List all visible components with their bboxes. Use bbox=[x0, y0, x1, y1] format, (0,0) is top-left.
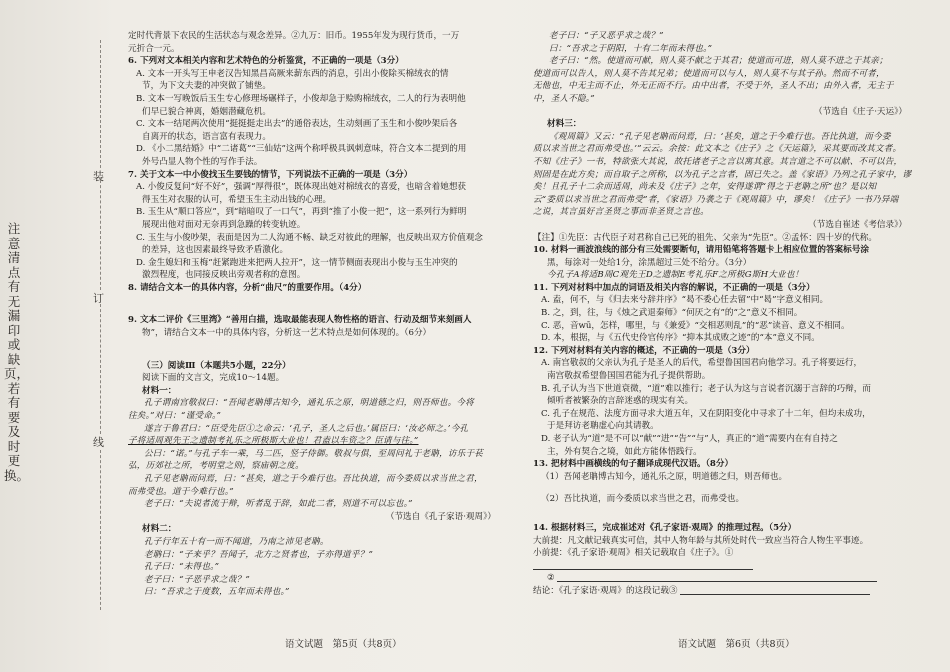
q6-option-b: B. 文本一写晚饭后玉生专心修理场碾样子，小俊却急于赊购棉绒衣，二人的行为表明他 bbox=[136, 93, 466, 104]
material-1-label: 材料一： bbox=[142, 385, 177, 396]
material-1-text: 公曰：“诺。”与孔子车一乘，马二匹，竖子侍御。敬叔与俱，至周问礼于老聃，访乐于苌 bbox=[144, 448, 484, 459]
question-10-stem-cont: 黑，每涂对一处给1分，涂黑超过三处不给分。（3分） bbox=[547, 257, 752, 268]
q11-option-c: C. 恶，音wū，怎样，哪里，与《兼爱》“交相恶则乱”的“恶”读音、意义不相同。 bbox=[541, 320, 850, 331]
page-6-column bbox=[533, 30, 917, 598]
q12-option-b: B. 孔子认为当下世道衰微，“道”难以推行；老子认为这与言说者沉溺于言辞的巧辩，而 bbox=[541, 383, 871, 394]
cut-line-segment bbox=[100, 450, 101, 610]
q12-option-d-cont: 主，外有契合之境，如此方能体悟践行。 bbox=[547, 446, 702, 457]
q6-option-c: C. 文本一结尾两次使用“挺挺挺走出去”的通俗表达，生动刻画了玉生和小俊吵架后各 bbox=[136, 119, 458, 130]
source-citation: （节选自《孔子家语·观周》） bbox=[385, 511, 496, 522]
material-2-text: 孔子行年五十有一而不闻道，乃南之沛见老聃。 bbox=[144, 536, 329, 547]
q6-option-d-cont: 外号凸显人物个性的写作手法。 bbox=[142, 156, 263, 167]
q7-option-b-cont: 展现出他对面对无奈再到急躁的转变轨迹。 bbox=[142, 219, 306, 230]
gutter-notice: 注意清点有无漏印或缺页，若有要及时更换。 bbox=[4, 221, 30, 483]
q6-option-a-cont: 节，为下文夫妻的冲突做了铺垫。 bbox=[142, 81, 271, 92]
q14-blank-2-label: ② bbox=[547, 573, 555, 584]
q12-option-a: A. 南宫敬叔的父亲认为孔子是圣人的后代，希望鲁国国君向他学习。孔子将要远行， bbox=[541, 358, 863, 369]
q13-part-2: （2）吾比执道，而今委质以求当世之君，而弗受也。 bbox=[541, 494, 745, 505]
material-1-wavy-text: 子将适周观先王之遗制考礼乐之所极斯大业也！君盍以车资之？臣请与往。” bbox=[128, 436, 419, 447]
q6-option-b-cont: 们早已貌合神离，婚姻潜藏危机。 bbox=[142, 106, 271, 117]
q7-option-c-cont: 的差异，这也因素最终导致矛盾激化。 bbox=[142, 245, 289, 256]
note-text: 定时代背景下农民的生活状态与观念差异。②九万：旧币。1955年发为现行货币，一万 bbox=[128, 31, 460, 41]
note-text: 元折合一元。 bbox=[128, 43, 180, 54]
q7-option-a: A. 小俊反复问“好不好”，强调“厚得很”，既体现出她对棉绒衣的喜爱，也暗含着她想获 bbox=[136, 182, 467, 193]
answer-space bbox=[128, 340, 506, 350]
section-heading: （三）阅读Ⅲ（本题共5小题，22分） bbox=[142, 360, 291, 371]
material-1-text: 孔子谓南宫敬叔曰：“吾闻老聃博古知今，通礼乐之原，明道德之归，则吾师也。今将 bbox=[144, 398, 474, 409]
material-2-text: 孔子曰：“未得也。” bbox=[144, 562, 220, 573]
question-7-stem: 7. 关于文本一中小俊找玉生要钱的情节，下列说法不正确的一项是（3分） bbox=[128, 169, 413, 180]
material-3-text: 《观周篇》又云：“孔子见老聃而问焉，曰：‘甚矣，道之于今难行也。吾比执道，而今委 bbox=[549, 131, 891, 142]
material-2-text: 老子曰：“然。使道而可献，则人莫不献之于其君；使道而可进，则人莫不进之于其亲； bbox=[549, 56, 888, 67]
q12-option-b-cont: 倾听者被繁杂的言辞迷惑的现实有关。 bbox=[547, 396, 694, 407]
q6-option-a: A. 文本一开头写王申老汉告知黑昌高厥来薪东西的消息，引出小俊除买棉绒衣的情 bbox=[136, 68, 449, 79]
question-10-stem: 10. 材料一画波浪线的部分有三处需要断句，请用铅笔将答题卡上相应位置的答案标号涂 bbox=[533, 245, 869, 256]
material-1-text: 而弗受也。道于今难行也。” bbox=[128, 486, 234, 497]
answer-blank-3[interactable] bbox=[680, 586, 870, 595]
q13-part-1: （1）吾闻老聃博古知今，通礼乐之原，明道德之归，则吾师也。 bbox=[541, 471, 788, 482]
page-5-column bbox=[128, 30, 506, 599]
material-2-text: 中，圣人不隐。” bbox=[533, 93, 595, 104]
cut-line-segment bbox=[100, 304, 101, 434]
answer-space bbox=[128, 304, 506, 314]
answer-blank-1[interactable] bbox=[533, 561, 753, 570]
q12-option-c: C. 孔子在规范、法度方面寻求大道五年，又在阴阳变化中寻求了十二年，但均未成功， bbox=[541, 408, 871, 419]
q7-option-c: C. 玉生与小俊吵架，表面是因为二人沟通不畅、缺乏对彼此的理解，也反映出双方价值观念 bbox=[136, 232, 483, 243]
material-3-text: 质以求当世之君而弗受也。’”云云。余按：此文本之《庄子》之《天运篇》，采其要而改其文者。 bbox=[533, 144, 902, 155]
material-3-text: 不知《庄子》一书，特欲张大其说，故托诸老子之言以寓其意。其言道之不可以献、不可以告， bbox=[533, 156, 903, 167]
question-11-stem: 11. 下列对材料中加点的词语及相关内容的解说，不正确的一项是（3分） bbox=[533, 282, 815, 293]
material-1-text: 弘，历郊社之所，考明堂之则，察庙朝之度。 bbox=[128, 461, 304, 472]
answer-blank-2[interactable] bbox=[557, 573, 877, 582]
material-3-text: 则固是在此方矣；而自取子之所称，以为孔子之言者，固已失之。盖《家语》乃列之孔子家中，谬 bbox=[533, 169, 912, 180]
question-12-stem: 12. 下列对材料有关内容的概述，不正确的一项是（3分） bbox=[533, 345, 755, 356]
source-citation: （节选自崔述《考信录》） bbox=[808, 219, 907, 230]
answer-space bbox=[128, 350, 506, 360]
q12-option-d: D. 老子认为“道”是不可以“献”“进”“告”“与”人，真正的“道”需要内在有自持之 bbox=[541, 434, 838, 444]
material-2-text: 曰：“吾求之于阴阳，十有二年而未得也。” bbox=[549, 43, 713, 54]
material-2-text: 老子曰：“子恶乎求之哉？” bbox=[144, 574, 250, 585]
material-3-text: 矣！且孔子十二余而适周，尚未及《庄子》之年，安得遂谓“得之于老聃之所”也？是以知 bbox=[533, 182, 877, 193]
material-1-text: 孔子见老聃而问焉，曰：“甚矣，道之于今难行也。吾比执道，而今委质以求当世之君， bbox=[144, 474, 483, 484]
material-2-text: 使道而可以告人，则人莫不告其兄弟；使道而可以与人，则人莫不与其子孙。然而不可者， bbox=[533, 68, 885, 79]
material-1-text: 遂言于鲁君曰：“臣受先臣①之命云：‘孔子，圣人之后也。’属臣曰：‘汝必师之。’今孔 bbox=[144, 423, 469, 434]
material-3-text: 之说，其言虽好言圣贤之事而非圣贤之言也。 bbox=[533, 207, 709, 218]
section-instruction: 阅读下面的文言文，完成10～14题。 bbox=[142, 373, 285, 384]
binding-gutter bbox=[0, 0, 118, 672]
material-1-text: 往矣。”对曰：“谨受命。” bbox=[128, 411, 222, 422]
q14-blank-2-line bbox=[533, 572, 917, 585]
cut-label-xian: 线 bbox=[93, 436, 104, 449]
material-2-text: 无他也，中无主而不止，外无正而不行。由中出者，不受于外，圣人不出；由外入者，无主于 bbox=[533, 81, 894, 92]
q11-option-d: D. 本，根据，与《五代史伶官传序》“抑本其成败之迹”的“本”意义不同。 bbox=[541, 333, 820, 344]
page-footer-6: 语文试题 第6页（共8页） bbox=[678, 639, 795, 650]
cut-line-segment bbox=[100, 40, 101, 168]
q6-option-d: D. 《小二黑结婚》中“二诸葛”“三仙姑”这两个称呼极具讽刺意味，符合文本二提到的用 bbox=[136, 144, 467, 155]
q11-option-a: A. 盍，何不，与《归去来兮辞并序》“曷不委心任去留”中“曷”字意义相同。 bbox=[541, 295, 829, 306]
q11-option-b: B. 之，到，往，与《烛之武退秦师》“何厌之有”的“之”意义不相同。 bbox=[541, 308, 803, 319]
material-2-label: 材料二： bbox=[142, 524, 177, 535]
q14-conclusion-line bbox=[533, 585, 917, 598]
q12-option-c-cont: 于是拜访老聃虚心向其请教。 bbox=[547, 421, 659, 432]
material-2-text: 老子曰：“子又恶乎求之哉？” bbox=[549, 31, 664, 41]
question-9-cont: 物”，请结合文本一中的具体内容，分析这一艺术特点是如何体现的。（6分） bbox=[142, 328, 432, 339]
cut-line-segment bbox=[100, 180, 101, 290]
question-14-stem: 14. 根据材料三，完成崔述对《孔子家语·观周》的推理过程。（5分） bbox=[533, 522, 797, 533]
q7-option-d: D. 金生媳妇和玉梅“赶紧跑进来把两人拉开”，这一情节侧面表现出小俊与玉生冲突的 bbox=[136, 257, 458, 268]
q6-option-c-cont: 自离开的状态，语言富有表现力。 bbox=[142, 131, 271, 142]
material-1-text: 老子曰：“夫说者流于辩，听者乱于辞，如此二者，则道不可以忘也。” bbox=[144, 499, 413, 510]
cut-label-zhuang: 装 bbox=[93, 170, 104, 183]
material-2-text: 老聃曰：“子来乎？吾闻子，北方之贤者也，子亦得道乎？” bbox=[144, 549, 374, 560]
q12-option-a-cont: 南宫敬叔希望鲁国国君能为孔子提供帮助。 bbox=[547, 371, 711, 382]
cut-label-ding: 订 bbox=[93, 292, 104, 305]
answer-space bbox=[128, 294, 506, 304]
page-footer-5: 语文试题 第5页（共8页） bbox=[285, 639, 402, 650]
q14-conclusion: 结论：《孔子家语·观周》的这段记载③ bbox=[533, 585, 678, 596]
question-9: 9. 文本二评价《三里湾》“善用白描，选取最能表现人物性格的语言、行动及细节来刻画人 bbox=[128, 315, 472, 326]
q14-minor-premise-line bbox=[533, 547, 917, 572]
annotation-note: 【注】①先臣：古代臣子对君称自己已死的祖先、父亲为“先臣”。②孟怀：四十岁的代称。 bbox=[533, 232, 877, 243]
answer-space bbox=[533, 506, 917, 516]
question-6-stem: 6. 下列对文本相关内容和艺术特色的分析鉴赏，不正确的一项是（3分） bbox=[128, 56, 404, 67]
answer-space bbox=[533, 483, 917, 493]
q7-option-d-cont: 激烈程度，也同接反映出旁观者称的意图。 bbox=[142, 270, 306, 281]
question-8: 8. 请结合文本一的具体内容，分析“曲尺”的重要作用。（4分） bbox=[128, 282, 367, 293]
q14-major-premise: 大前提：凡文献记载真实可信，其中人物年龄与其所处时代一致应当符合人物生平事迹。 bbox=[533, 535, 869, 546]
material-2-text: 曰：“吾求之于度数，五年而未得也。” bbox=[144, 587, 290, 598]
q14-minor-premise: 小前提：《孔子家语·观周》相关记载取自《庄子》。① bbox=[533, 548, 734, 559]
q10-sentence-boxes: 今孔子A将适B周C观先王D之遗制E考礼乐F之所极G斯H大业也！ bbox=[547, 270, 804, 281]
question-13-stem: 13. 把材料中画横线的句子翻译成现代汉语。（8分） bbox=[533, 459, 734, 470]
material-3-label: 材料三： bbox=[547, 119, 582, 130]
source-citation: （节选自《庄子·天运》） bbox=[814, 106, 907, 117]
material-3-text: 云“委质以求当世之君而弗受”者，《家语》乃袭之于《观周篇》中，谬矣！《庄子》一书乃异端 bbox=[533, 194, 899, 205]
q7-option-b: B. 玉生从“顺口答应”，到“暗暗叹了一口气”，再到“推了小俊一把”，这一系列行为鲜明 bbox=[136, 207, 467, 218]
q7-option-a-cont: 得玉生对衣服的认可，希望玉生主动出钱的心理。 bbox=[142, 194, 332, 205]
